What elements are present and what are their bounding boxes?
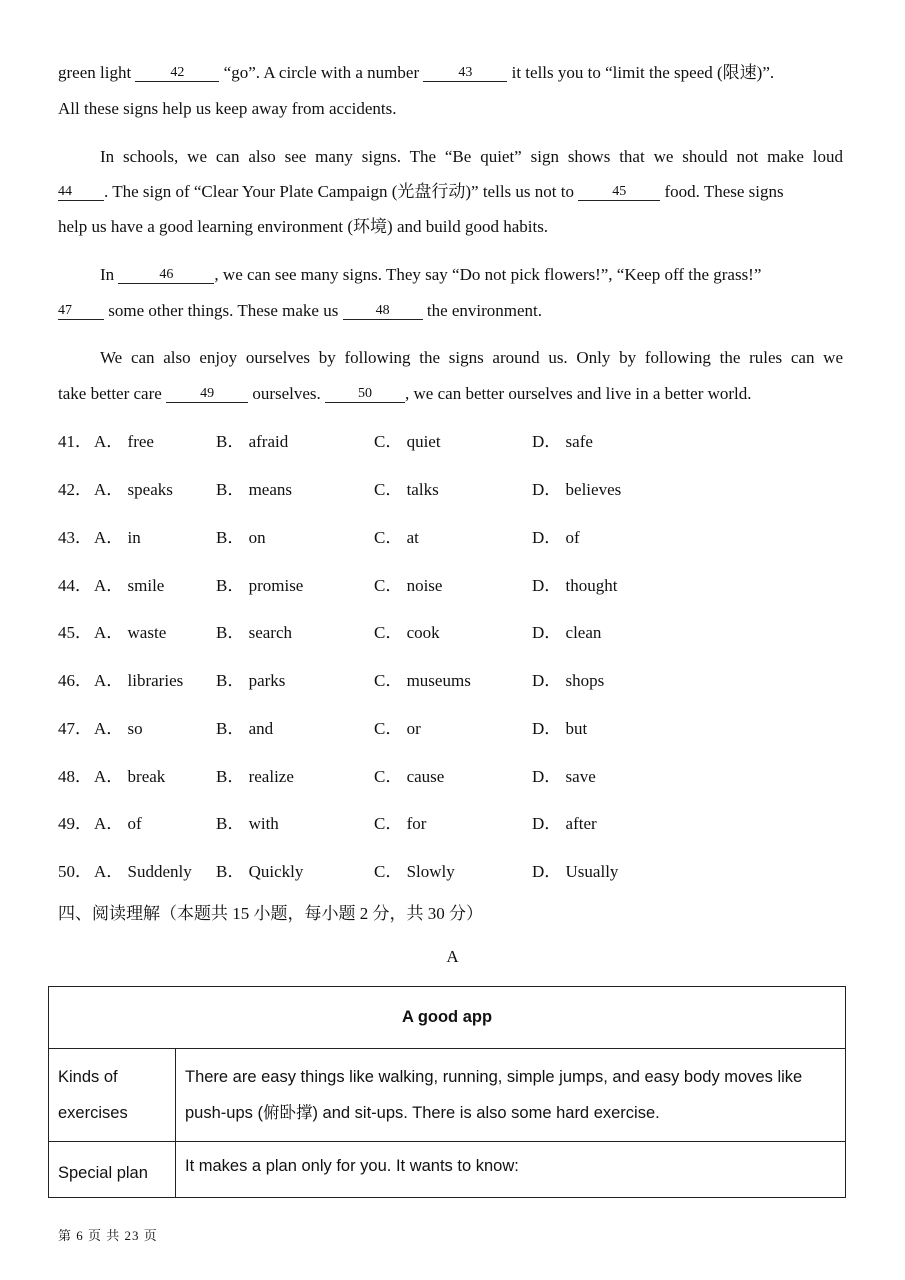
blank-49: 49 bbox=[166, 386, 248, 403]
option-47-c[interactable]: C． or bbox=[374, 719, 421, 738]
blank-43: 43 bbox=[423, 65, 507, 82]
passage-line-5: help us have a good learning environment (环境) and build good habits. bbox=[58, 217, 549, 236]
part-label: A bbox=[446, 947, 459, 966]
section-heading: 四、阅读理解（本题共 15 小题，每小题 2 分，共 30 分） bbox=[58, 904, 483, 923]
option-50-a[interactable]: A． Suddenly bbox=[94, 862, 192, 881]
table-title: A good app bbox=[49, 987, 846, 1049]
table-header-row bbox=[49, 987, 846, 1049]
option-49-c[interactable]: C． for bbox=[374, 814, 427, 833]
option-44-a[interactable]: A． smile bbox=[94, 576, 165, 595]
passage-line-1: green light 42 “go”. A circle with a number 43 it tells you to “limit the speed (限速)”. bbox=[58, 63, 775, 82]
passage-line-3: In schools, we can also see many signs. The “Be quiet” sign shows that we should not make loud bbox=[100, 147, 843, 166]
blank-45: 45 bbox=[578, 184, 660, 201]
option-42-c[interactable]: C． talks bbox=[374, 480, 439, 499]
option-46-a[interactable]: A． libraries bbox=[94, 671, 184, 690]
passage-line-8: We can also enjoy ourselves by following the signs around us. Only by following the rules can we bbox=[100, 348, 843, 367]
passage-line-6: In 46 , we can see many signs. They say “Do not pick flowers!”, “Keep off the grass!” bbox=[100, 265, 762, 284]
option-42-a[interactable]: A． speaks bbox=[94, 480, 173, 499]
option-48-b[interactable]: B． realize bbox=[216, 767, 294, 786]
option-41-c[interactable]: C． quiet bbox=[374, 432, 441, 451]
table-key-cell: Special plan bbox=[49, 1142, 176, 1198]
option-45-b[interactable]: B． search bbox=[216, 623, 293, 642]
table-value-cell: There are easy things like walking, running, simple jumps, and easy body moves like push-ups (俯卧撑) and sit-ups. There is also some hard exercise. bbox=[176, 1049, 846, 1142]
option-43-c[interactable]: C． at bbox=[374, 528, 419, 547]
option-47-b[interactable]: B． and bbox=[216, 719, 274, 738]
option-46-c[interactable]: C． museums bbox=[374, 671, 471, 690]
option-50-d[interactable]: D． Usually bbox=[532, 862, 619, 881]
option-50-b[interactable]: B． Quickly bbox=[216, 862, 304, 881]
option-48-d[interactable]: D． save bbox=[532, 767, 596, 786]
option-48-c[interactable]: C． cause bbox=[374, 767, 445, 786]
option-45-c[interactable]: C． cook bbox=[374, 623, 440, 642]
option-50-c[interactable]: C． Slowly bbox=[374, 862, 455, 881]
option-43-b[interactable]: B． on bbox=[216, 528, 266, 547]
option-46-d[interactable]: D． shops bbox=[532, 671, 605, 690]
option-44-c[interactable]: C． noise bbox=[374, 576, 443, 595]
app-info-table bbox=[48, 986, 846, 1198]
blank-47: 47 bbox=[58, 303, 104, 320]
passage-line-9: take better care 49 ourselves. 50 , we can better ourselves and live in a better world. bbox=[58, 384, 752, 403]
option-49-d[interactable]: D． after bbox=[532, 814, 597, 833]
blank-46: 46 bbox=[118, 267, 214, 284]
option-41-d[interactable]: D． safe bbox=[532, 432, 593, 451]
table-value-cell: It makes a plan only for you. It wants to know: bbox=[176, 1142, 846, 1198]
option-45-a[interactable]: A． waste bbox=[94, 623, 167, 642]
blank-48: 48 bbox=[343, 303, 423, 320]
option-43-d[interactable]: D． of bbox=[532, 528, 580, 547]
option-49-b[interactable]: B． with bbox=[216, 814, 279, 833]
table-row bbox=[49, 1049, 846, 1142]
option-45-d[interactable]: D． clean bbox=[532, 623, 602, 642]
option-41-b[interactable]: B． afraid bbox=[216, 432, 289, 451]
blank-50: 50 bbox=[325, 386, 405, 403]
option-49-a[interactable]: A． of bbox=[94, 814, 142, 833]
passage-line-2: All these signs help us keep away from accidents. bbox=[58, 99, 397, 118]
table-key-cell: Kinds of exercises bbox=[49, 1049, 176, 1142]
option-44-d[interactable]: D． thought bbox=[532, 576, 618, 595]
option-44-b[interactable]: B． promise bbox=[216, 576, 304, 595]
option-48-a[interactable]: A． break bbox=[94, 767, 166, 786]
page-footer: 第 6 页 共 23 页 bbox=[58, 1228, 158, 1243]
option-42-b[interactable]: B． means bbox=[216, 480, 293, 499]
option-47-a[interactable]: A． so bbox=[94, 719, 143, 738]
option-42-d[interactable]: D． believes bbox=[532, 480, 622, 499]
option-43-a[interactable]: A． in bbox=[94, 528, 141, 547]
option-41-a[interactable]: A． free bbox=[94, 432, 154, 451]
exam-page: green light 42 “go”. A circle with a number 43 it tells you to “limit the speed (限速)”. All these signs help us keep away from accidents. In schools, we can also see many signs. The “Be quiet” sign shows that we should not make loud 44 . The sign of “Clear Your Plate Campaign (光盘行动)” tells us not to 45 food. These signs help us have a good learning environment (环境) and build good habits. In 46 , we can see many signs. They say “Do not pick flowers!”, “Keep off the grass!” 47 some other things. These make us 48 the environment. We can also enjoy ourselves by following the signs around us. Only by following the rules can we take better care 49 ourselves. 50 , we can better ourselves and live in a better world. 41． A． free B． afraid C． quiet D． safe 42． A． speaks B． means C． talks D． believes 43． A． in B． on C． at D． of 44． A． smile B． promise C． noise D． thought 45． A． waste B． search C． cook D． clean 46． A． libraries B． parks C． museums D． shops 47． A． so B． and C． or D． but 48． A． break B． realize C． cause D． save 49． A． of B． with C． for D． after 50． A． Suddenly B． Quickly C． Slowly D． Usually 四、阅读理解（本题共 15 小题，每小题 2 分，共 30 分） A A good app Kinds of exercises There are easy things like walking, running, simple jumps, and easy body moves like push-ups (俯卧撑) and sit-ups. There is also some hard exercise. Special plan It makes a plan only for you. It wants to know: 第 6 页 共 23 页 bbox=[0, 0, 905, 1280]
blank-42: 42 bbox=[135, 65, 219, 82]
option-47-d[interactable]: D． but bbox=[532, 719, 588, 738]
blank-44: 44 bbox=[58, 184, 104, 201]
passage-line-4: 44 . The sign of “Clear Your Plate Campaign (光盘行动)” tells us not to 45 food. These signs bbox=[58, 182, 784, 201]
option-46-b[interactable]: B． parks bbox=[216, 671, 286, 690]
table-row bbox=[49, 1142, 846, 1198]
passage-line-7: 47 some other things. These make us 48 the environment. bbox=[58, 301, 543, 320]
